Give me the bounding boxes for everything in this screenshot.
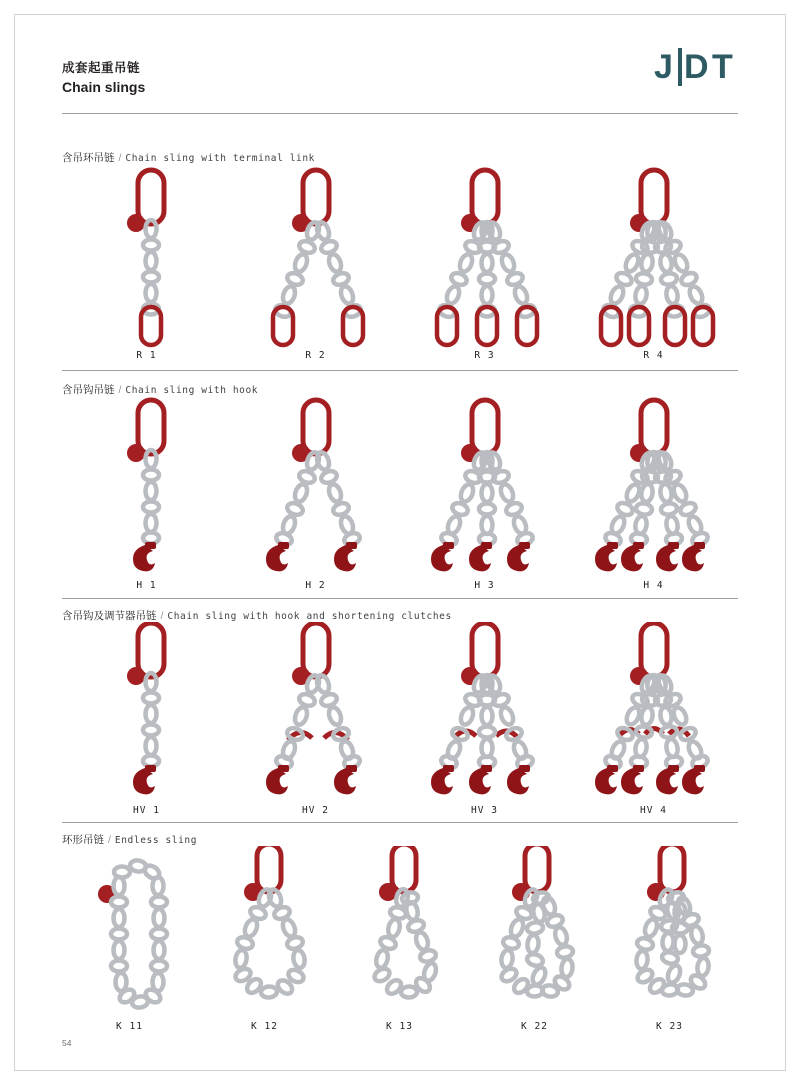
figure-row-2 [62,397,738,591]
figure-r4-caption: R 4 [643,350,664,361]
section-4-separator: / [108,834,111,846]
figure-hv4 [569,622,738,816]
figure-hv3-caption: HV 3 [471,805,498,816]
page-title-cn: 成套起重吊链 [62,60,141,75]
section-heading-endless [62,832,738,847]
svg-text:T: T [712,48,733,86]
section-2-heading-cn: 含吊钩吊链 [62,384,115,396]
section-heading-hook-clutch [62,608,738,623]
section-1-heading-en: Chain sling with terminal link [125,153,316,164]
figure-row-4 [62,846,738,1032]
figure-h2 [231,397,400,591]
figure-h4 [569,397,738,591]
svg-text:D: D [684,48,709,86]
figure-h3 [400,397,569,591]
page-title-en: Chain slings [62,79,146,95]
figure-row-3 [62,622,738,816]
section-3-divider [62,822,738,823]
figure-k13-caption: K 13 [386,1021,413,1032]
figure-r1 [62,165,231,361]
figure-k12 [197,846,332,1032]
figure-k11 [62,846,197,1032]
figure-k22-caption: K 22 [521,1021,548,1032]
section-3-heading-cn: 含吊钩及调节器吊链 [62,610,157,622]
section-4-heading-cn: 环形吊链 [62,834,104,846]
section-3-heading-en: Chain sling with hook and shortening clutches [167,611,452,622]
section-3-separator: / [160,610,164,622]
figure-k13 [332,846,467,1032]
figure-r3-caption: R 3 [474,350,495,361]
figure-h1-caption: H 1 [136,580,157,591]
figure-r3 [400,165,569,361]
section-4-heading-en: Endless sling [114,835,198,846]
section-1-divider [62,370,738,371]
figure-hv2-caption: HV 2 [302,805,329,816]
figure-hv1 [62,622,231,816]
figure-h1 [62,397,231,591]
figure-hv1-caption: HV 1 [133,805,160,816]
figure-r2-caption: R 2 [305,350,326,361]
header-divider [62,113,738,114]
section-2-heading-en: Chain sling with hook [125,385,259,396]
figure-r2 [231,165,400,361]
figure-k11-caption: K 11 [116,1021,143,1032]
figure-r4 [569,165,738,361]
figure-k23 [602,846,737,1032]
figure-r1-caption: R 1 [136,350,157,361]
section-2-separator: / [118,384,122,396]
section-1-separator: / [118,152,122,164]
section-heading-terminal-link [62,150,738,165]
figure-hv4-caption: HV 4 [640,805,667,816]
figure-k12-caption: K 12 [251,1021,278,1032]
figure-k23-caption: K 23 [656,1021,683,1032]
section-1-heading-cn: 含吊环吊链 [62,152,115,164]
figure-hv2 [231,622,400,816]
svg-text:J: J [654,48,673,86]
section-heading-hook [62,382,738,397]
figure-h4-caption: H 4 [643,580,664,591]
section-2-divider [62,598,738,599]
figure-k22 [467,846,602,1032]
page-number: 54 [62,1038,72,1048]
figure-row-1 [62,165,738,361]
figure-h3-caption: H 3 [474,580,495,591]
figure-hv3 [400,622,569,816]
page-title [62,58,738,95]
figure-h2-caption: H 2 [305,580,326,591]
